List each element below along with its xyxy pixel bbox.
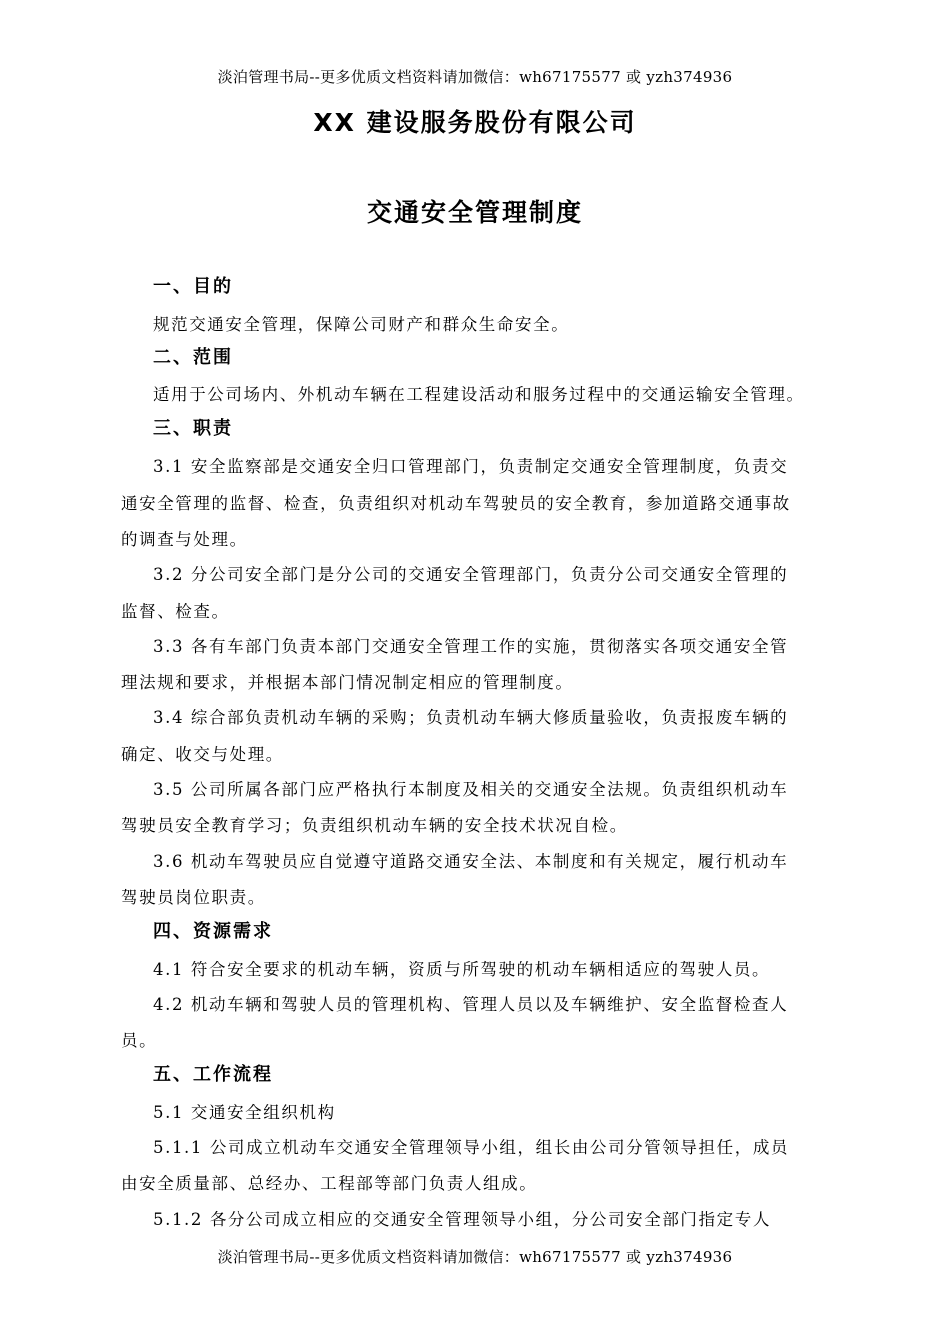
paragraph-5-1: 5.1 交通安全组织机构 <box>153 1103 336 1122</box>
paragraph-3-4-line-1: 3.4 综合部负责机动车辆的采购；负责机动车辆大修质量验收，负责报废车辆的 <box>153 708 789 727</box>
section-heading-duties: 三、职责 <box>153 418 233 439</box>
paragraph-3-1-line-3: 的调查与处理。 <box>121 530 248 549</box>
paragraph-scope: 适用于公司场内、外机动车辆在工程建设活动和服务过程中的交通运输安全管理。 <box>153 385 805 404</box>
page-footer-note: 淡泊管理书局--更多优质文档资料请加微信：wh67175577 或 yzh374936 <box>217 1248 733 1266</box>
paragraph-3-6-line-1: 3.6 机动车驾驶员应自觉遵守道路交通安全法、本制度和有关规定，履行机动车 <box>153 852 789 871</box>
paragraph-3-3-line-2: 理法规和要求，并根据本部门情况制定相应的管理制度。 <box>121 673 574 692</box>
paragraph-4-1: 4.1 符合安全要求的机动车辆，资质与所驾驶的机动车辆相适应的驾驶人员。 <box>153 960 771 979</box>
document-title: 交通安全管理制度 <box>366 198 583 227</box>
paragraph-purpose: 规范交通安全管理，保障公司财产和群众生命安全。 <box>153 315 570 334</box>
paragraph-3-1-line-2: 通安全管理的监督、检查，负责组织对机动车驾驶员的安全教育，参加道路交通事故 <box>121 494 791 513</box>
paragraph-3-5-line-2: 驾驶员安全教育学习；负责组织机动车辆的安全技术状况自检。 <box>121 816 628 835</box>
paragraph-5-1-1-line-1: 5.1.1 公司成立机动车交通安全管理领导小组，组长由公司分管领导担任，成员 <box>153 1138 790 1157</box>
section-heading-scope: 二、范围 <box>153 347 233 368</box>
paragraph-3-1-line-1: 3.1 安全监察部是交通安全归口管理部门，负责制定交通安全管理制度，负责交 <box>153 457 789 476</box>
paragraph-3-5-line-1: 3.5 公司所属各部门应严格执行本制度及相关的交通安全法规。负责组织机动车 <box>153 780 789 799</box>
paragraph-3-6-line-2: 驾驶员岗位职责。 <box>121 888 266 907</box>
paragraph-3-2-line-1: 3.2 分公司安全部门是分公司的交通安全管理部门，负责分公司交通安全管理的 <box>153 565 789 584</box>
paragraph-3-3-line-1: 3.3 各有车部门负责本部门交通安全管理工作的实施，贯彻落实各项交通安全管 <box>153 637 789 656</box>
paragraph-4-2-line-1: 4.2 机动车辆和驾驶人员的管理机构、管理人员以及车辆维护、安全监督检查人 <box>153 995 789 1014</box>
company-name: XX 建设服务股份有限公司 <box>313 108 637 137</box>
section-heading-purpose: 一、目的 <box>153 276 233 297</box>
paragraph-5-1-1-line-2: 由安全质量部、总经办、工程部等部门负责人组成。 <box>121 1174 538 1193</box>
paragraph-5-1-2-line-1: 5.1.2 各分公司成立相应的交通安全管理领导小组，分公司安全部门指定专人 <box>153 1210 771 1229</box>
paragraph-4-2-line-2: 员。 <box>121 1031 158 1050</box>
page-header-note: 淡泊管理书局--更多优质文档资料请加微信：wh67175577 或 yzh374936 <box>217 68 733 86</box>
section-heading-resources: 四、资源需求 <box>153 921 273 942</box>
paragraph-3-4-line-2: 确定、收交与处理。 <box>121 745 284 764</box>
paragraph-3-2-line-2: 监督、检查。 <box>121 602 230 621</box>
section-heading-workflow: 五、工作流程 <box>153 1064 273 1085</box>
